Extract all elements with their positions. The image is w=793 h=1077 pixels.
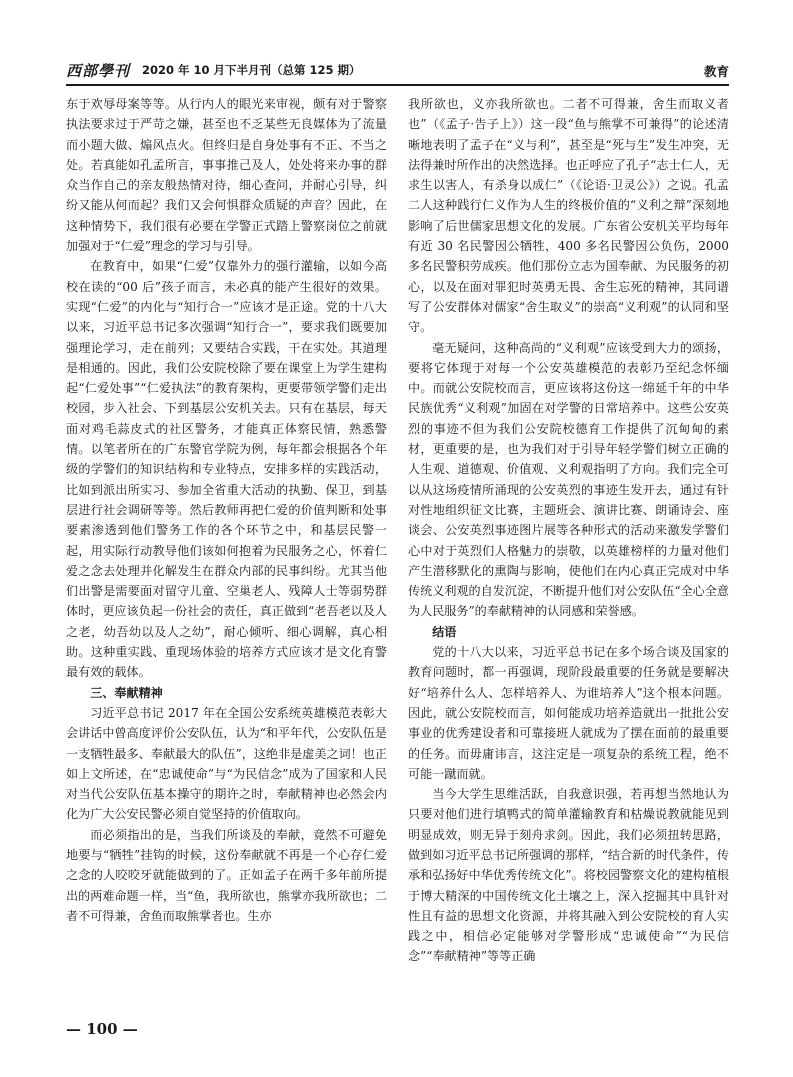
section-heading: 三、奉献精神 <box>90 685 163 700</box>
paragraph: 在教育中，如果“仁爱”仅靠外力的强行灌输，以如今高校在读的“00 后”孩子而言，未必真的能产生很好的效果。实现“仁爱”的内化与“知行合一”应该才是正途。党的十八大以来，习近平总书记多次强调“知行合一”，要求我们既要加强理论学习，走在前列；又要结合实践，干在实处。其道理是相通的。因此，我们公安院校除了要在课堂上为学生建构起“仁爱处事”“仁爱执法”的教育架构，更要带领学警们走出校园，步入社会、下到基层公安机关去。只有在基层，每天面对鸡毛蒜皮式的社区警务，才能真正体察民情，熟悉警情。以笔者所在的广东警官学院为例，每年都会根据各个年级的学警们的知识结构和专业特点，安排多样的实践活动，比如到派出所实习、参加全省重大活动的执勤、保卫，到基层进行社会调研等等。然后教师再把仁爱的价值判断和处事要素渗透到他们警务工作的各个环节之中，和基层民警一起，用实际行动教导他们该如何抱着为民服务之心，怀着仁爱之念去处理并化解发生在群众内部的民事纠纷。尤其当他们出警是需要面对留守儿童、空巢老人、残障人士等弱势群体时，更应该负起一份社会的责任，真正做到“老吾老以及人之老，幼吾幼以及人之幼”，耐心倾听、细心调解，真心相助。这种重实践、重现场体验的培养方式应该才是文化育警最有效的载体。 <box>66 259 387 680</box>
paragraph: 习近平总书记 2017 年在全国公安系统英雄模范表彰大会讲话中曾高度评价公安队伍，认为“和平年代，公安队伍是一支牺牲最多、奉献最大的队伍”，这绝非是虚美之词！也正如上文所述，在“忠诚使命”与“为民信念”成为了国家和人民对当代公安队伍基本操守的期许之时，奉献精神也必然会内化为广大公安民警必须自觉坚持的价值取向。 <box>66 705 387 822</box>
paragraph-continued: 东于欢辱母案等等。从行内人的眼光来审视，颇有对于警察执法要求过于严苛之嫌，甚至也不乏某些无良媒体为了流量而小题大做、煽风点火。但终归是自身处事有不正、不当之处。若真能如孔孟所言，事事推己及人，处处将来办事的群众当作自己的亲友般热情对待，细心查问，并耐心引导，纠纷又能从何而起？我们又会何惧群众质疑的声音？因此，在这种情势下，我们很有必要在学警正式踏上警察岗位之前就加强对于“仁爱”理念的学习与引导。 <box>66 97 387 254</box>
section-heading: 结语 <box>432 624 457 639</box>
header-divider <box>66 84 729 86</box>
journal-logo: 西部學刊 <box>66 62 131 80</box>
page-number: — 100 — <box>66 1020 138 1038</box>
issue-info: 2020 年 10 月下半月刊（总第 125 期） <box>142 63 361 77</box>
running-header <box>66 60 729 82</box>
paragraph: 党的十八大以来，习近平总书记在多个场合谈及国家的教育问题时，都一再强调，现阶段最重要的任务就是要解决好“培养什么人、怎样培养人、为谁培养人”这个根本问题。因此，就公安院校而言，如何能成功培养造就出一批批公安事业的优秀建设者和可靠接班人就成为了摆在面前的最重要的任务。而毋庸讳言，这注定是一项复杂的系统工程，绝不可能一蹴而就。 <box>408 645 729 781</box>
paragraph: 当今大学生思维活跃，自我意识强，若再想当然地认为只要对他们进行填鸭式的简单灌输教育和枯燥说教就能见到明显成效，则无异于刻舟求剑。因此，我们必须扭转思路，做到如习近平总书记所强调的那样，“结合新的时代条件，传承和弘扬好中华优秀传统文化”。将校园警察文化的建构植根于博大精深的中国传统文化土壤之上，深入挖掘其中具针对性且有益的思想文化资源，并将其融入到公安院校的育人实践之中，相信必定能够对学警形成“忠诚使命”“为民信念”“奉献精神”等等正确 <box>408 787 729 964</box>
paragraph: 毫无疑问，这种高尚的“义利观”应该受到大力的颂扬，要将它体现于对每一个公安英雄模范的表彰乃至纪念怀缅中。而就公安院校而言，更应该将这份这一绵延千年的中华民族优秀“义利观”加固在对学警的日常培养中。这些公安英烈的事迹不但为我们公安院校德育工作提供了沉甸甸的素材，更重要的是，也为我们对于引导年轻学警们树立正确的人生观、道德观、价值观、义利观指明了方向。我们完全可以从这场疫情所涌现的公安英烈的事迹生发开去，通过有针对性地组织征文比赛，主题班会、演讲比赛、朗诵诗会、座谈会、公安英烈事迹图片展等各种形式的活动来激发学警们心中对于英烈们人格魅力的崇敬，以英雄榜样的力量对他们产生潜移默化的熏陶与影响，使他们在内心真正完成对中华传统义利观的自发沉淀，不断提升他们对公安队伍“全心全意为人民服务”的奉献精神的认同感和荣誉感。 <box>408 340 729 619</box>
right-text-column <box>408 94 729 967</box>
left-text-column <box>66 94 387 926</box>
paragraph-continued: 我所欲也，义亦我所欲也。二者不可得兼，舍生而取义者也”（《孟子·告子上》）这一段“鱼与熊掌不可兼得”的论述清晰地表明了孟子在“义与利”，甚至是“死与生”发生冲突，无法得兼时所作出的决然选择。也正呼应了孔子“志士仁人，无求生以害人，有杀身以成仁”（《论语·卫灵公》）之说。孔孟二人这种践行仁义作为人生的终极价值的“义利之辩”深刻地影响了后世儒家思想文化的发展。广东省公安机关平均每年有近 30 名民警因公牺牲，400 多名民警因公负伤，2000 多名民警积劳成疾。他们那份立志为国奉献、为民服务的初心，以及在面对罪犯时英勇无畏、舍生忘死的精神，其同谱写了公安群体对儒家“舍生取义”的崇高“义利观”的认同和坚守。 <box>408 97 729 335</box>
paragraph: 而必须指出的是，当我们所谈及的奉献，竟然不可避免地要与“牺牲”挂钩的时候，这份奉献就不再是一个心存仁爱之念的人咬咬牙就能做到的了。正如孟子在两千多年前所提出的两难命题一样，当“鱼，我所欲也，熊掌亦我所欲也；二者不可得兼，舍鱼而取熊掌者也。生亦 <box>66 827 387 923</box>
section-label: 教育 <box>703 64 729 79</box>
